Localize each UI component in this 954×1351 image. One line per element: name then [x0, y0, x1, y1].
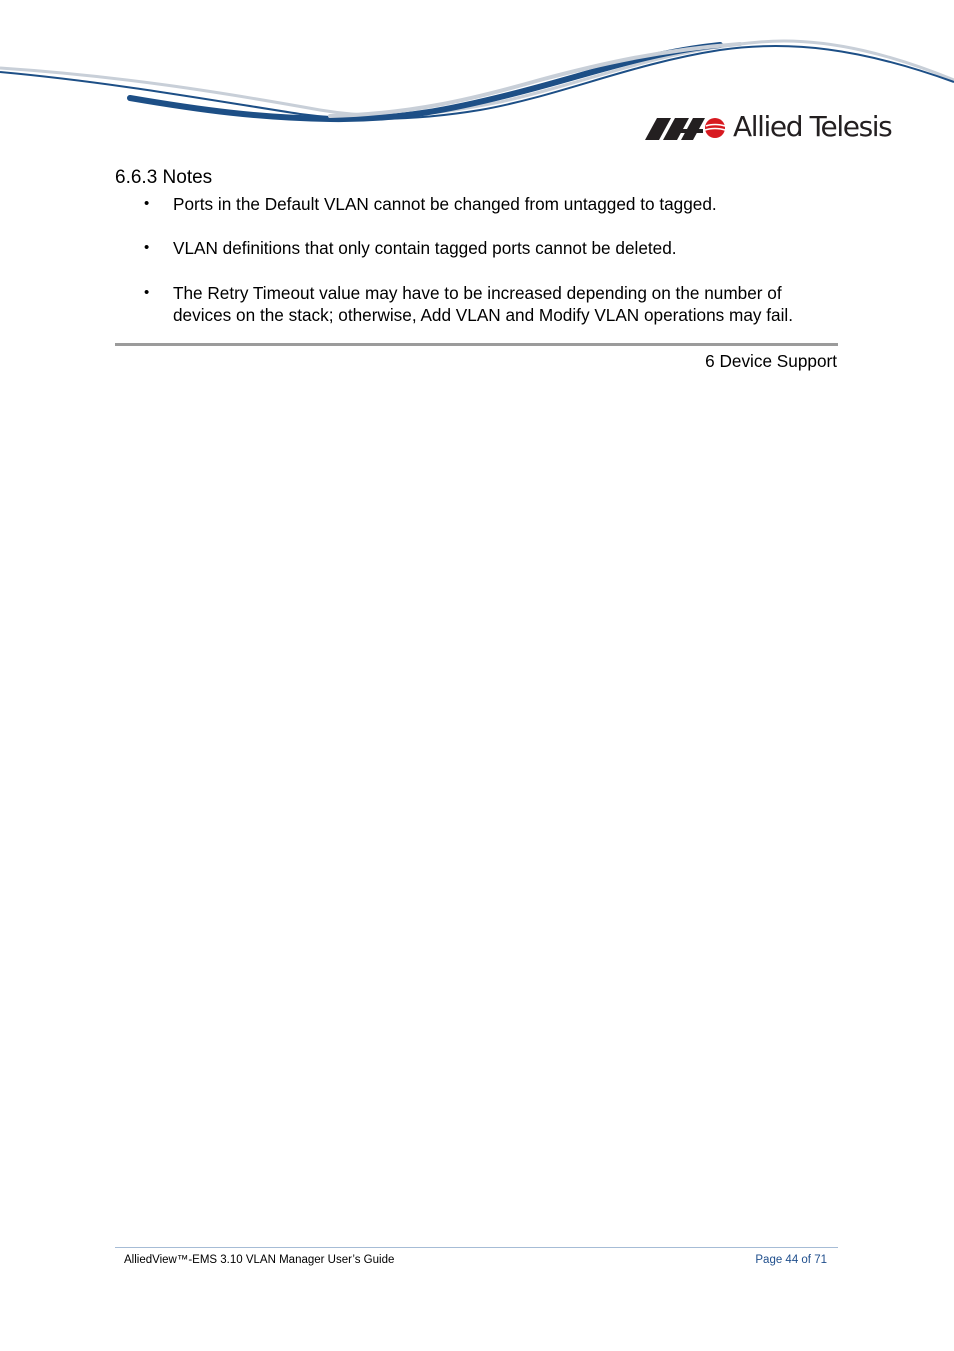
list-item-text: Ports in the Default VLAN cannot be changed from untagged to tagged.	[173, 194, 717, 214]
footer-title: AlliedView™-EMS 3.10 VLAN Manager User’s Guide	[124, 1254, 395, 1266]
allied-telesis-logo-icon	[645, 113, 727, 141]
footer-divider	[115, 1247, 838, 1248]
chapter-label: 6 Device Support	[705, 351, 837, 371]
section-heading: 6.6.3 Notes	[115, 167, 213, 188]
list-item	[115, 237, 837, 259]
notes-list	[115, 193, 837, 326]
bullet-icon: •	[144, 239, 150, 256]
section-divider	[115, 343, 838, 346]
list-item-text: VLAN definitions that only contain tagged ports cannot be deleted.	[173, 238, 677, 258]
bullet-icon: •	[144, 284, 150, 301]
brand-logo	[645, 110, 891, 144]
list-item	[115, 282, 837, 326]
list-item	[115, 193, 837, 215]
list-item-text: The Retry Timeout value may have to be increased depending on the number of devices on the stack; otherwise, Add VLAN and Modify VLAN operations may fail.	[173, 283, 794, 325]
page-number: Page 44 of 71	[755, 1254, 827, 1266]
bullet-icon: •	[144, 195, 150, 212]
brand-name: Allied Telesis	[733, 110, 892, 143]
